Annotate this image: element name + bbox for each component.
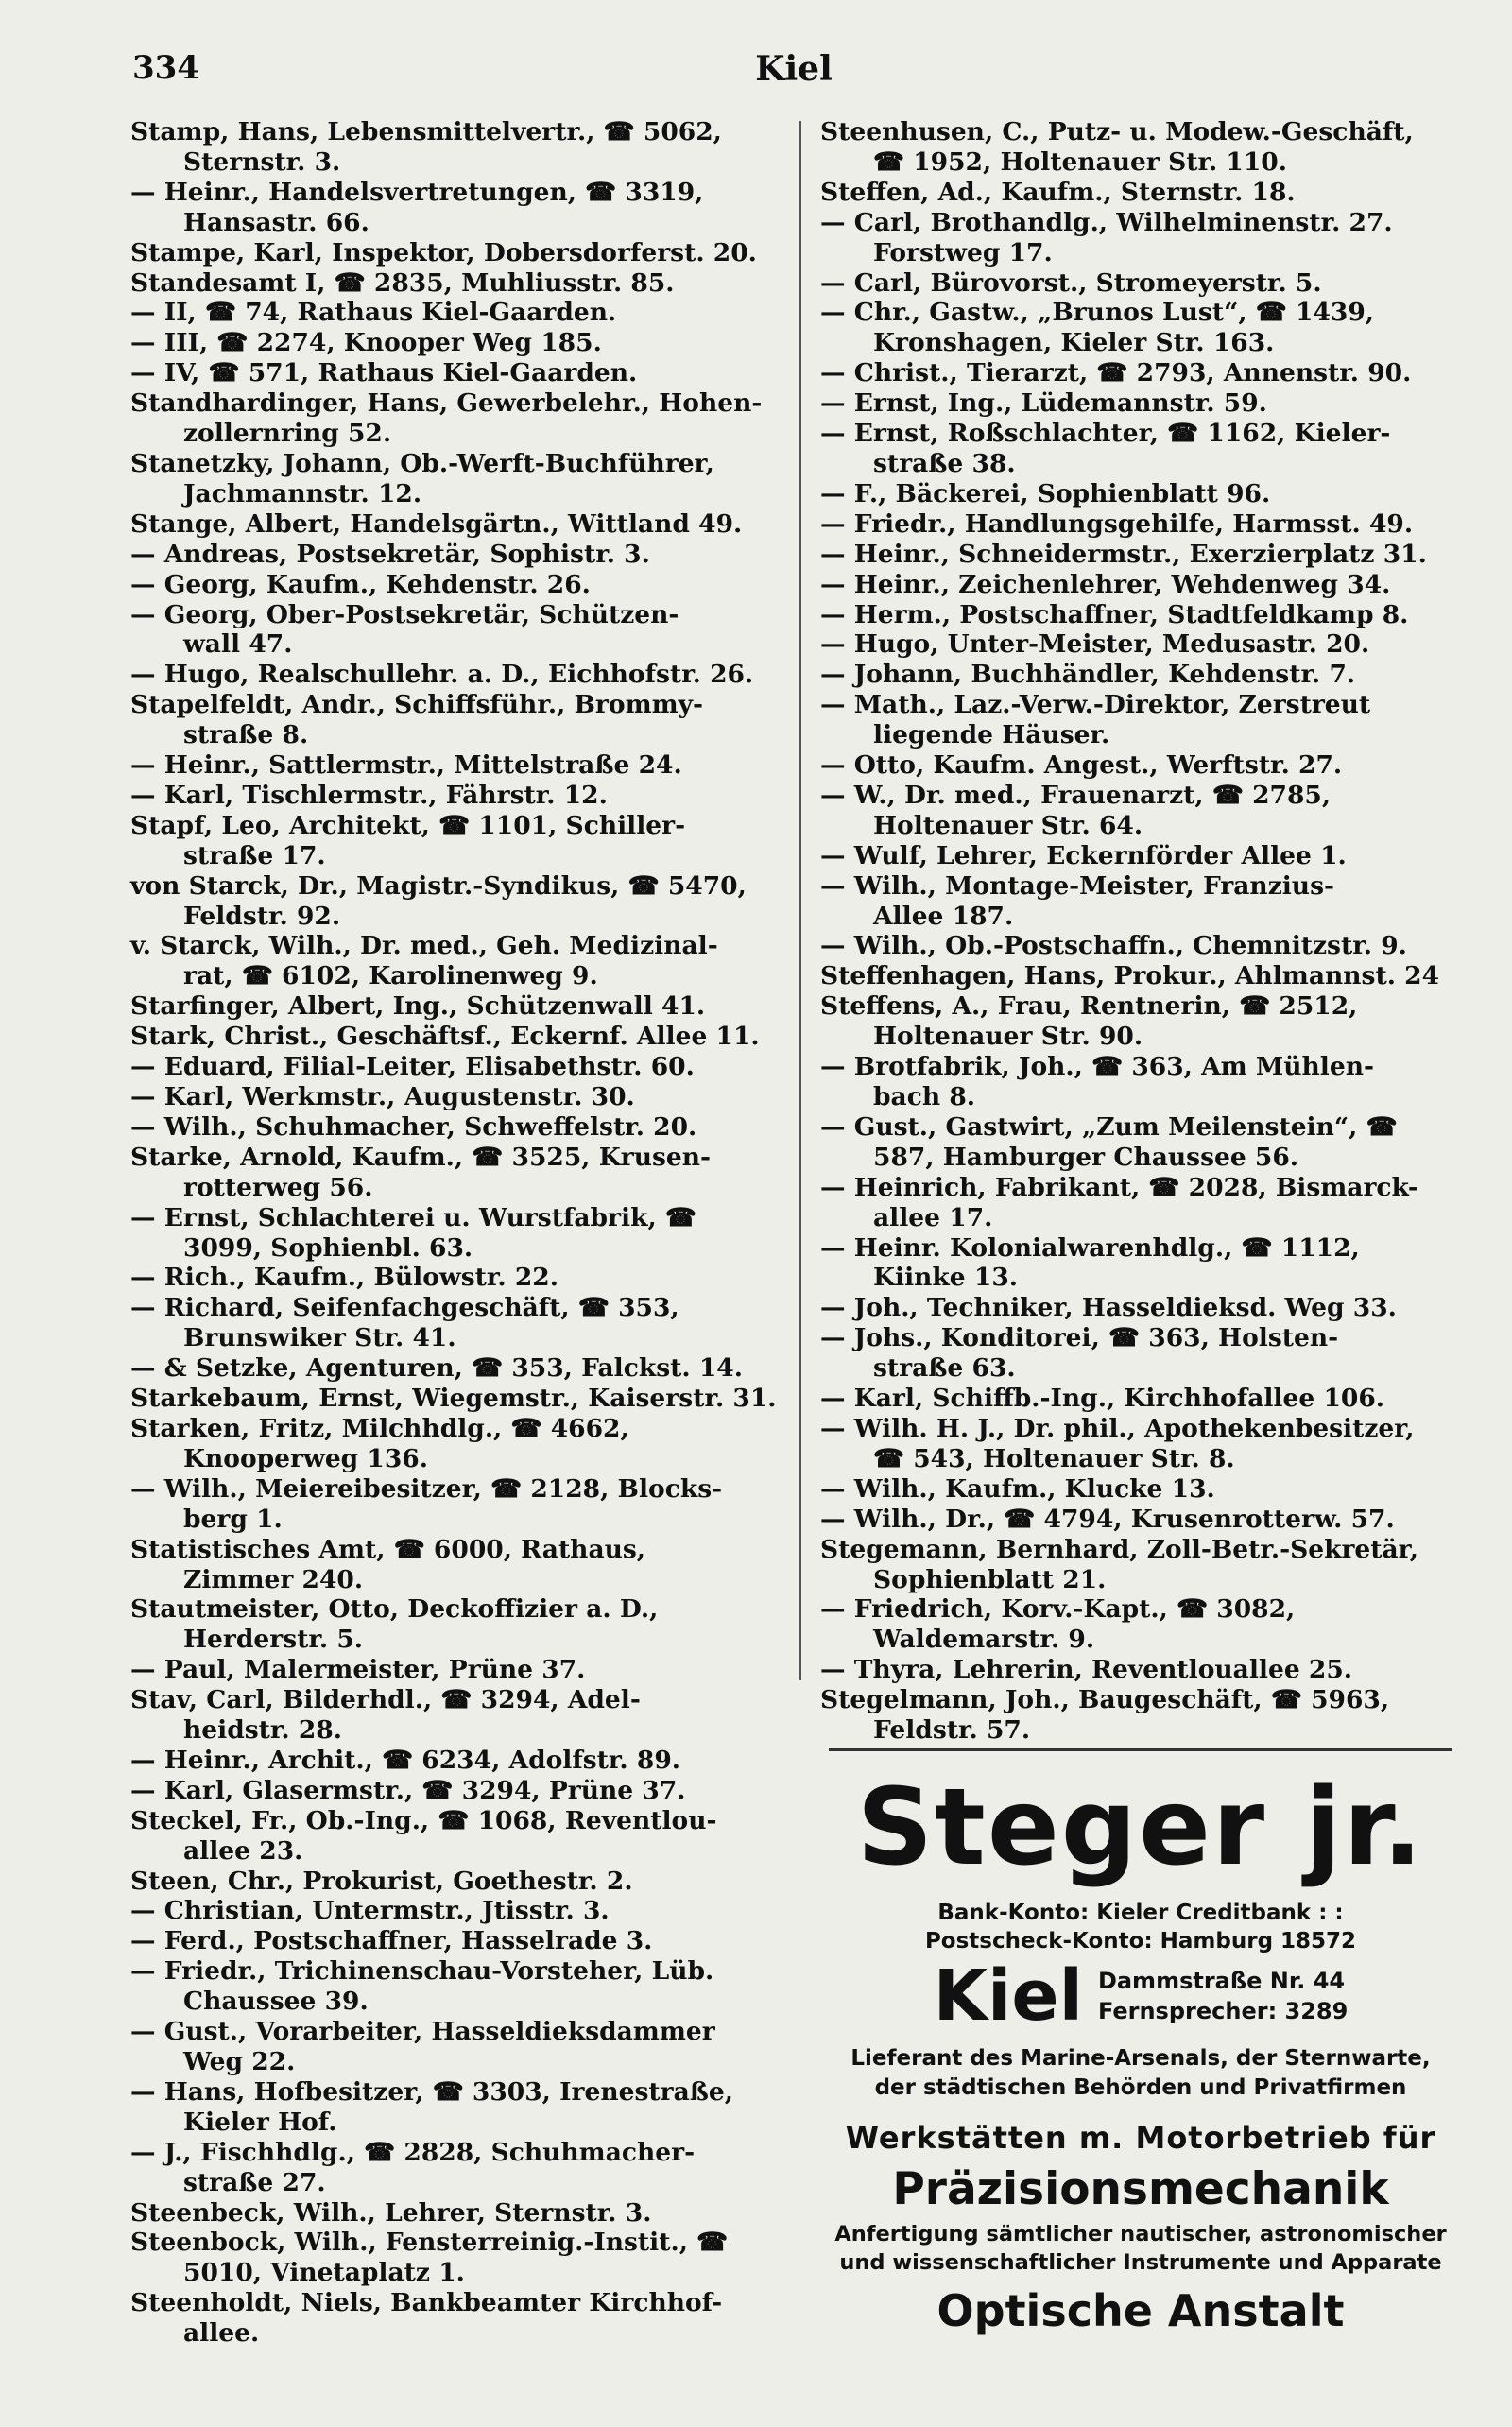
column-divider (799, 121, 801, 1680)
directory-entry (130, 1655, 782, 1685)
entry-line: — Johann, Buchhändler, Kehdenstr. 7. (820, 660, 1356, 690)
entry-line: — Thyra, Lehrerin, Reventlouallee 25. (820, 1655, 1353, 1685)
directory-entry (820, 750, 1472, 781)
directory-entry (820, 690, 1472, 750)
entry-line: — Chr., Gastw., „Brunos Lust“, ☎ 1439, (820, 298, 1375, 328)
directory-entry (820, 208, 1472, 268)
ad-supplier-line: der städtischen Behörden und Privatfirmen (874, 2075, 1407, 2100)
ad-street: Dammstraße Nr. 44 (1097, 1968, 1346, 1994)
directory-entry (820, 1323, 1472, 1384)
entry-continuation: straße 8. (183, 720, 309, 750)
advertisement (815, 1748, 1467, 2382)
directory-entry (130, 1414, 782, 1474)
entry-continuation: Feldstr. 57. (873, 1715, 1031, 1746)
entry-line: — F., Bäckerei, Sophienblatt 96. (820, 478, 1271, 508)
ad-supplier-text (815, 2044, 1467, 2103)
entry-line: — Wilh., Montage-Meister, Franzius- (820, 870, 1334, 901)
entry-line: — Herm., Postschaffner, Stadtfeldkamp 8. (820, 599, 1409, 629)
entry-continuation: ☎ 543, Holtenauer Str. 8. (873, 1443, 1235, 1473)
directory-entry (820, 298, 1472, 358)
entry-line: — Heinr., Sattlermstr., Mittelstraße 24. (130, 750, 682, 781)
directory-entry (820, 1685, 1472, 1746)
entry-line: — Heinr., Handelsvertretungen, ☎ 3319, (130, 177, 704, 207)
entry-line: — Heinr., Archit., ☎ 6234, Adolfstr. 89. (130, 1745, 680, 1775)
directory-entry (130, 1746, 782, 1776)
directory-entry (820, 871, 1472, 932)
directory-entry (130, 570, 782, 600)
entry-line: Stapelfeldt, Andr., Schiffsführ., Brommy- (130, 690, 704, 720)
entry-line: — III, ☎ 2274, Knooper Weg 185. (130, 328, 602, 358)
left-column (130, 117, 782, 2349)
entry-line: Stamp, Hans, Lebensmittelvertr., ☎ 5062, (130, 117, 722, 146)
entry-line: — Wilh., Meiereibesitzer, ☎ 2128, Blocks- (130, 1473, 723, 1504)
entry-line: Steenholdt, Niels, Bankbeamter Kirchhof- (130, 2288, 723, 2318)
entry-continuation: Holtenauer Str. 64. (873, 810, 1143, 840)
ad-precision-mechanics: Präzisionsmechanik (892, 2163, 1389, 2215)
entry-line: — & Setzke, Agenturen, ☎ 353, Falckst. 14. (130, 1353, 743, 1384)
directory-entry (130, 991, 782, 1022)
directory-entry (130, 1022, 782, 1052)
entry-line: — Wilh., Kaufm., Klucke 13. (820, 1473, 1215, 1504)
entry-line: — Wulf, Lehrer, Eckernförder Allee 1. (820, 840, 1347, 870)
entry-line: Stegemann, Bernhard, Zoll-Betr.-Sekretär, (820, 1534, 1418, 1564)
entry-continuation: wall 47. (183, 629, 293, 660)
ad-optics: Optische Anstalt (936, 2285, 1345, 2336)
directory-entry (130, 2138, 782, 2198)
entry-continuation: Sophienblatt 21. (873, 1564, 1107, 1594)
entry-line: Stark, Christ., Geschäftsf., Eckernf. Allee 11. (130, 1022, 760, 1052)
entry-continuation: Hansastr. 66. (183, 207, 369, 237)
entry-continuation: Waldemarstr. 9. (873, 1625, 1095, 1655)
entry-line: — Karl, Glasermstr., ☎ 3294, Prüne 37. (130, 1775, 686, 1805)
entry-continuation: Chaussee 39. (183, 1987, 369, 2017)
entry-line: Statistisches Amt, ☎ 6000, Rathaus, (130, 1534, 646, 1564)
directory-entry (130, 1143, 782, 1203)
entry-line: — Georg, Ober-Postsekretär, Schützen- (130, 599, 679, 629)
directory-entry (130, 2077, 782, 2138)
entry-line: — Ernst, Roßschlachter, ☎ 1162, Kieler- (820, 419, 1391, 449)
directory-entry (130, 178, 782, 238)
entry-line: von Starck, Dr., Magistr.-Syndikus, ☎ 5470, (130, 870, 747, 901)
directory-entry (130, 268, 782, 299)
ad-supplier-line: Lieferant des Marine-Arsenals, der Sternwarte, (850, 2046, 1431, 2071)
entry-continuation: Sternstr. 3. (183, 146, 341, 177)
directory-entry (820, 1112, 1472, 1173)
entry-line: — Christ., Tierarzt, ☎ 2793, Annenstr. 90. (820, 358, 1412, 388)
entry-line: — Heinr. Kolonialwarenhdlg., ☎ 1112, (820, 1232, 1360, 1263)
directory-entry (820, 931, 1472, 961)
entry-continuation: Kiinke 13. (873, 1263, 1018, 1293)
entry-continuation: allee 23. (183, 1835, 303, 1866)
entry-line: — Heinr., Schneidermstr., Exerzierplatz 31. (820, 539, 1427, 569)
entry-continuation: Feldstr. 92. (183, 901, 341, 931)
directory-entry (130, 298, 782, 328)
entry-line: Standesamt I, ☎ 2835, Muhliusstr. 85. (130, 267, 675, 298)
entry-line: Steckel, Fr., Ob.-Ing., ☎ 1068, Reventlou- (130, 1805, 717, 1835)
entry-line: — Wilh., Schuhmacher, Schweffelstr. 20. (130, 1111, 697, 1142)
directory-entry (130, 1956, 782, 2017)
ad-manufacture-line: Anfertigung sämtlicher nautischer, astronomischer (834, 2222, 1447, 2246)
entry-line: — Christian, Untermstr., Jtisstr. 3. (130, 1896, 610, 1926)
entry-line: — Ferd., Postschaffner, Hasselrade 3. (130, 1926, 653, 1956)
directory-entry (820, 419, 1472, 479)
directory-entry (820, 479, 1472, 509)
entry-line: — Friedr., Handlungsgehilfe, Harmsst. 49. (820, 508, 1414, 539)
entry-line: — Friedr., Trichinenschau-Vorsteher, Lüb. (130, 1956, 714, 1987)
directory-entry (130, 931, 782, 991)
entry-continuation: Allee 187. (873, 901, 1014, 931)
directory-entry (130, 1535, 782, 1595)
entry-line: — Andreas, Postsekretär, Sophistr. 3. (130, 539, 650, 569)
entry-line: — Wilh., Ob.-Postschaffn., Chemnitzstr. 9. (820, 931, 1407, 961)
ad-workshops: Werkstätten m. Motorbetrieb für (845, 2120, 1436, 2156)
entry-line: — Gust., Gastwirt, „Zum Meilenstein“, ☎ (820, 1111, 1398, 1142)
directory-entry (820, 1535, 1472, 1595)
directory-entry (130, 449, 782, 509)
entry-line: Standhardinger, Hans, Gewerbelehr., Hohen- (130, 388, 763, 419)
entry-continuation: Herderstr. 5. (183, 1625, 364, 1655)
entry-line: — Johs., Konditorei, ☎ 363, Holsten- (820, 1323, 1339, 1353)
ad-top-rule (829, 1748, 1452, 1751)
entry-continuation: rotterweg 56. (183, 1172, 373, 1202)
entry-line: — Joh., Techniker, Hasseldieksd. Weg 33. (820, 1293, 1397, 1323)
ad-bank-line: Bank-Konto: Kieler Creditbank : : (937, 1901, 1344, 1925)
directory-entry (820, 841, 1472, 871)
directory-entry (130, 1867, 782, 1897)
entry-line: — Heinrich, Fabrikant, ☎ 2028, Bismarck- (820, 1172, 1418, 1202)
entry-continuation: Forstweg 17. (873, 237, 1053, 267)
entry-line: Stange, Albert, Handelsgärtn., Wittland 49. (130, 508, 743, 539)
directory-entry (130, 2228, 782, 2288)
entry-continuation: Kronshagen, Kieler Str. 163. (873, 328, 1275, 358)
entry-line: — Carl, Bürovorst., Stromeyerstr. 5. (820, 267, 1322, 298)
entry-continuation: Kieler Hof. (183, 2107, 337, 2137)
directory-entry (130, 1806, 782, 1867)
entry-line: — Eduard, Filial-Leiter, Elisabethstr. 60. (130, 1052, 695, 1082)
entry-line: Stautmeister, Otto, Deckoffizier a. D., (130, 1594, 659, 1625)
directory-entry (130, 2198, 782, 2229)
entry-line: — Brotfabrik, Joh., ☎ 363, Am Mühlen- (820, 1052, 1374, 1082)
entry-line: — Heinr., Zeichenlehrer, Wehdenweg 34. (820, 569, 1391, 599)
directory-entry (130, 238, 782, 268)
entry-line: Starfinger, Albert, Ing., Schützenwall 41. (130, 991, 706, 1022)
page-number: 334 (132, 49, 199, 87)
entry-continuation: liegende Häuser. (873, 720, 1110, 750)
ad-manufacture-text (815, 2220, 1467, 2277)
ad-manufacture-line: und wissenschaftlicher Instrumente und Apparate (839, 2250, 1442, 2275)
entry-line: — Paul, Malermeister, Prüne 37. (130, 1655, 586, 1685)
entry-continuation: 587, Hamburger Chaussee 56. (873, 1142, 1299, 1172)
entry-continuation: Weg 22. (183, 2047, 296, 2076)
directory-entry (820, 781, 1472, 841)
entry-line: Stapf, Leo, Architekt, ☎ 1101, Schiller- (130, 810, 686, 840)
directory-entry (130, 660, 782, 690)
directory-entry (820, 629, 1472, 660)
directory-entry (130, 1203, 782, 1264)
entry-line: — Wilh., Dr., ☎ 4794, Krusenrotterw. 57. (820, 1504, 1395, 1534)
entry-line: Steen, Chr., Prokurist, Goethestr. 2. (130, 1866, 633, 1896)
entry-line: Stampe, Karl, Inspektor, Dobersdorferst. 20. (130, 237, 757, 267)
entry-continuation: allee. (183, 2318, 260, 2349)
entry-line: — Carl, Brothandlg., Wilhelminenstr. 27. (820, 207, 1393, 237)
directory-entry (130, 2017, 782, 2077)
entry-line: — Math., Laz.-Verw.-Direktor, Zerstreut (820, 690, 1371, 720)
directory-entry (820, 1293, 1472, 1323)
right-column (820, 117, 1472, 1746)
ad-city: Kiel (933, 1955, 1083, 2037)
entry-continuation: straße 27. (183, 2167, 326, 2197)
entry-line: — Hugo, Unter-Meister, Medusastr. 20. (820, 629, 1370, 660)
entry-line: Stanetzky, Johann, Ob.-Werft-Buchführer, (130, 448, 714, 478)
entry-line: Steffen, Ad., Kaufm., Sternstr. 18. (820, 177, 1296, 207)
directory-entry (820, 117, 1472, 178)
directory-entry (130, 117, 782, 178)
directory-entry (820, 509, 1472, 540)
directory-entry (130, 1594, 782, 1655)
directory-entry (820, 1594, 1472, 1655)
directory-entry (820, 1384, 1472, 1414)
entry-line: — Georg, Kaufm., Kehdenstr. 26. (130, 569, 591, 599)
ad-postal-check-line: Postscheck-Konto: Hamburg 18572 (924, 1929, 1357, 1954)
directory-entry (820, 961, 1472, 991)
directory-entry (820, 388, 1472, 419)
entry-continuation: allee 17. (873, 1202, 993, 1232)
running-head: Kiel (755, 49, 833, 89)
entry-line: v. Starck, Wilh., Dr. med., Geh. Medizinal- (130, 931, 718, 961)
directory-entry (130, 1685, 782, 1746)
entry-line: — Karl, Werkmstr., Augustenstr. 30. (130, 1082, 635, 1111)
directory-entry (130, 1052, 782, 1082)
entry-line: Starke, Arnold, Kaufm., ☎ 3525, Krusen- (130, 1142, 712, 1172)
page-header (132, 49, 1455, 102)
directory-entry (130, 540, 782, 570)
directory-entry (130, 509, 782, 540)
entry-continuation: Jachmannstr. 12. (183, 478, 422, 508)
entry-continuation: ☎ 1952, Holtenauer Str. 110. (873, 146, 1287, 177)
entry-continuation: 5010, Vinetaplatz 1. (183, 2258, 465, 2288)
directory-entry (130, 1263, 782, 1293)
directory-entry (820, 1052, 1472, 1112)
entry-continuation: straße 17. (183, 840, 326, 870)
directory-entry (130, 1082, 782, 1112)
directory-entry (820, 540, 1472, 570)
directory-entry (820, 178, 1472, 208)
entry-line: — Karl, Schiffb.-Ing., Kirchhofallee 106. (820, 1384, 1384, 1414)
directory-entry (130, 690, 782, 750)
entry-line: — Ernst, Schlachterei u. Wurstfabrik, ☎ (130, 1202, 696, 1232)
directory-entry (130, 811, 782, 871)
ad-city-block (815, 1955, 1467, 2037)
entry-continuation: Zimmer 240. (183, 1564, 364, 1594)
entry-line: Steenbeck, Wilh., Lehrer, Sternstr. 3. (130, 2197, 652, 2228)
entry-continuation: straße 63. (873, 1353, 1016, 1384)
directory-entry (820, 1233, 1472, 1294)
entry-line: Starken, Fritz, Milchhdlg., ☎ 4662, (130, 1413, 629, 1443)
entry-line: Steenbock, Wilh., Fensterreinig.-Instit., ☎ (130, 2228, 729, 2258)
directory-entry (130, 1896, 782, 1926)
entry-line: — Hans, Hofbesitzer, ☎ 3303, Irenestraße, (130, 2076, 733, 2107)
directory-entry (130, 1776, 782, 1806)
directory-entry (130, 600, 782, 661)
directory-entry (820, 1173, 1472, 1233)
entry-continuation: zollernring 52. (183, 419, 392, 449)
entry-line: — Friedrich, Korv.-Kapt., ☎ 3082, (820, 1594, 1296, 1625)
directory-entry (820, 1655, 1472, 1685)
entry-line: — IV, ☎ 571, Rathaus Kiel-Gaarden. (130, 358, 638, 388)
directory-entry (130, 1384, 782, 1414)
entry-line: Starkebaum, Ernst, Wiegemstr., Kaiserstr. 31. (130, 1384, 777, 1414)
ad-bank-account (815, 1899, 1467, 1955)
entry-line: — Hugo, Realschullehr. a. D., Eichhofstr. 26. (130, 660, 754, 690)
directory-entry (820, 268, 1472, 299)
directory-entry (820, 358, 1472, 388)
entry-line: Steffenhagen, Hans, Prokur., Ahlmannst. 24 (820, 961, 1440, 991)
entry-line: — Ernst, Ing., Lüdemannstr. 59. (820, 388, 1267, 419)
entry-continuation: rat, ☎ 6102, Karolinenweg 9. (183, 961, 598, 991)
directory-entry (820, 570, 1472, 600)
entry-line: — Gust., Vorarbeiter, Hasseldieksdammer (130, 2017, 715, 2047)
directory-entry (130, 2288, 782, 2349)
directory-entry (130, 1112, 782, 1143)
directory-entry (130, 781, 782, 811)
directory-entry (820, 1474, 1472, 1505)
directory-entry (130, 1293, 782, 1353)
directory-entry (130, 358, 782, 388)
entry-continuation: berg 1. (183, 1504, 283, 1534)
entry-line: — II, ☎ 74, Rathaus Kiel-Gaarden. (130, 298, 617, 328)
entry-continuation: bach 8. (873, 1082, 975, 1111)
directory-entry (820, 660, 1472, 690)
ad-company-name: Steger jr. (856, 1766, 1425, 1889)
entry-line: — Karl, Tischlermstr., Fährstr. 12. (130, 780, 608, 810)
entry-line: — W., Dr. med., Frauenarzt, ☎ 2785, (820, 780, 1332, 810)
entry-line: — Rich., Kaufm., Bülowstr. 22. (130, 1263, 558, 1293)
directory-entry (130, 1474, 782, 1535)
entry-line: Stav, Carl, Bilderhdl., ☎ 3294, Adel- (130, 1685, 641, 1715)
directory-entry (130, 328, 782, 358)
entry-continuation: Holtenauer Str. 90. (873, 1022, 1143, 1052)
entry-line: Stegelmann, Joh., Baugeschäft, ☎ 5963, (820, 1685, 1390, 1715)
entry-line: — Richard, Seifenfachgeschäft, ☎ 353, (130, 1293, 679, 1323)
directory-entry (820, 600, 1472, 630)
directory-entry (130, 1926, 782, 1956)
entry-continuation: 3099, Sophienbl. 63. (183, 1232, 473, 1263)
entry-continuation: Knooperweg 136. (183, 1443, 428, 1473)
directory-entry (130, 750, 782, 781)
entry-continuation: Brunswiker Str. 41. (183, 1323, 456, 1353)
entry-line: — Wilh. H. J., Dr. phil., Apothekenbesitzer, (820, 1413, 1415, 1443)
entry-line: Steenhusen, C., Putz- u. Modew.-Geschäft, (820, 117, 1414, 146)
entry-continuation: straße 38. (873, 448, 1016, 478)
entry-continuation: heidstr. 28. (183, 1715, 342, 1746)
directory-entry (130, 1353, 782, 1384)
directory-entry (130, 388, 782, 449)
entry-line: Steffens, A., Frau, Rentnerin, ☎ 2512, (820, 991, 1358, 1022)
entry-line: — Otto, Kaufm. Angest., Werftstr. 27. (820, 750, 1343, 781)
directory-entry (820, 1505, 1472, 1535)
directory-entry (820, 1414, 1472, 1474)
ad-address (1098, 1966, 1348, 2026)
directory-entry (130, 871, 782, 932)
directory-entry (820, 991, 1472, 1052)
entry-line: — J., Fischhdlg., ☎ 2828, Schuhmacher- (130, 2137, 696, 2167)
ad-phone: Fernsprecher: 3289 (1097, 1998, 1349, 2024)
